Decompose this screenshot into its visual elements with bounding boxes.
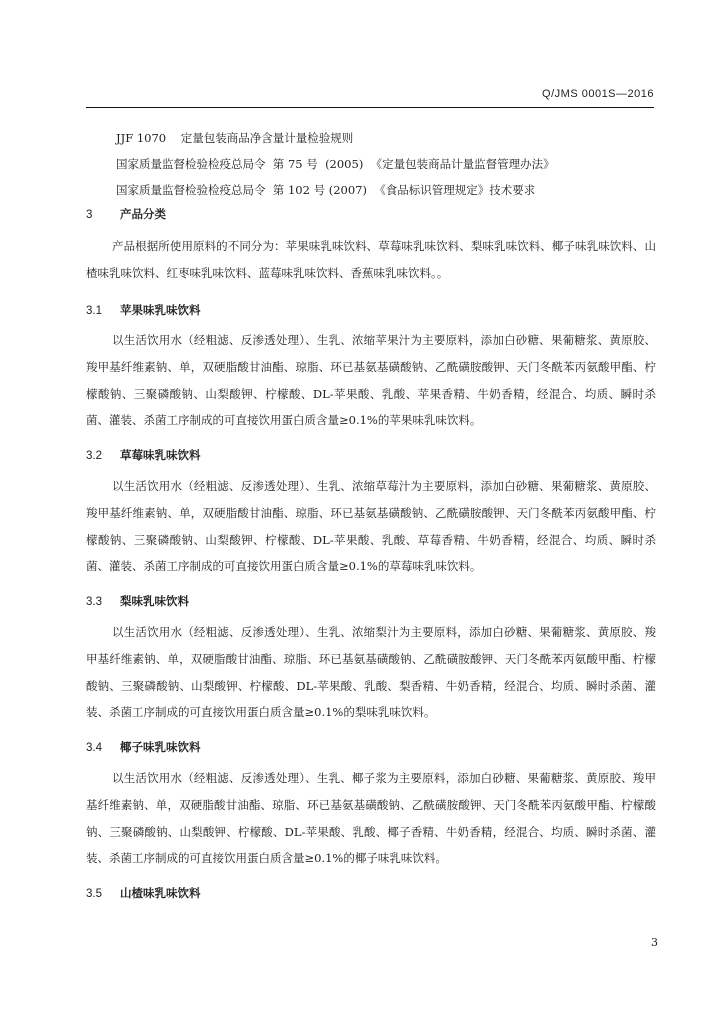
section-paragraph: 产品根据所使用原料的不同分为：苹果味乳味饮料、草莓味乳味饮料、梨味乳味饮料、椰子味乳味饮料、山楂味乳味饮料、红枣味乳味饮料、蓝莓味乳味饮料、香蕉味乳味饮料。。 (86, 239, 656, 280)
subsection-title: 草莓味乳味饮料 (120, 450, 201, 462)
header-rule (86, 107, 654, 108)
subsection-heading (86, 885, 201, 901)
document-code: Q/JMS 0001S—2016 (542, 88, 654, 100)
subsection-number: 3.1 (86, 305, 102, 317)
section-title: 产品分类 (120, 209, 166, 221)
subsection-title: 梨味乳味饮料 (120, 596, 189, 608)
subsection-number: 3.5 (86, 888, 102, 900)
subsection-paragraph: 以生活饮用水（经粗滤、反渗透处理）、生乳、浓缩苹果汁为主要原料，添加白砂糖、果葡糖浆、黄原胶、羧甲基纤维素钠、单，双硬脂酸甘油酯、琼脂、环已基氨基磺酸钠、乙酰磺胺酸钾、天门冬酰苯丙氨酸甲酯、柠檬酸钠、三聚磷酸钠、山梨酸钾、柠檬酸、DL-苹果酸、乳酸、苹果香精、牛奶香精，经混合、均质、瞬时杀菌、灌装、杀菌工序制成的可直接饮用蛋白质含量≥0.1%的苹果味乳味饮料。 (86, 333, 656, 428)
subsection-number: 3.3 (86, 596, 102, 608)
reference-item: 国家质量监督检验检疫总局令 第 75 号 (2005) 《定量包装商品计量监督管理办法》 (116, 157, 555, 171)
reference-item: 国家质量监督检验检疫总局令 第 102 号 (2007) 《食品标识管理规定》技术要求 (116, 183, 536, 197)
subsection-heading (86, 593, 189, 609)
subsection-paragraph: 以生活饮用水（经粗滤、反渗透处理）、生乳、浓缩梨汁为主要原料，添加白砂糖、果葡糖浆、黄原胶、羧甲基纤维素钠、单，双硬脂酸甘油酯、琼脂、环已基氨基磺酸钠、乙酰磺胺酸钾、天门冬酰苯丙氨酸甲酯、柠檬酸钠、三聚磷酸钠、山梨酸钾、柠檬酸、DL-苹果酸、乳酸、梨香精、牛奶香精，经混合、均质、瞬时杀菌、灌装、杀菌工序制成的可直接饮用蛋白质含量≥0.1%的梨味乳味饮料。 (86, 625, 656, 720)
subsection-paragraph: 以生活饮用水（经粗滤、反渗透处理）、生乳、椰子浆为主要原料，添加白砂糖、果葡糖浆、黄原胶、羧甲基纤维素钠、单，双硬脂酸甘油酯、琼脂、环已基氨基磺酸钠、乙酰磺胺酸钾、天门冬酰苯丙氨酸甲酯、柠檬酸钠、三聚磷酸钠、山梨酸钾、柠檬酸、DL-苹果酸、乳酸、椰子香精、牛奶香精，经混合、均质、瞬时杀菌、灌装、杀菌工序制成的可直接饮用蛋白质含量≥0.1%的椰子味乳味饮料。 (86, 771, 656, 866)
section-heading (86, 206, 166, 222)
subsection-title: 椰子味乳味饮料 (120, 742, 201, 754)
page-number: 3 (651, 936, 658, 949)
subsection-title: 山楂味乳味饮料 (120, 888, 201, 900)
subsection-paragraph: 以生活饮用水（经粗滤、反渗透处理）、生乳、浓缩草莓汁为主要原料，添加白砂糖、果葡糖浆、黄原胶、羧甲基纤维素钠、单，双硬脂酸甘油酯、琼脂、环已基氨基磺酸钠、乙酰磺胺酸钾、天门冬酰苯丙氨酸甲酯、柠檬酸钠、三聚磷酸钠、山梨酸钾、柠檬酸、DL-苹果酸、乳酸、草莓香精、牛奶香精，经混合、均质、瞬时杀菌、灌装、杀菌工序制成的可直接饮用蛋白质含量≥0.1%的草莓味乳味饮料。 (86, 479, 656, 574)
reference-item: JJF 1070 定量包装商品净含量计量检验规则 (116, 131, 354, 145)
section-number: 3 (86, 209, 93, 221)
subsection-number: 3.4 (86, 742, 102, 754)
subsection-heading (86, 447, 201, 463)
subsection-heading (86, 302, 201, 318)
subsection-heading (86, 739, 201, 755)
subsection-number: 3.2 (86, 450, 102, 462)
subsection-title: 苹果味乳味饮料 (120, 305, 201, 317)
reference-list (116, 125, 555, 203)
